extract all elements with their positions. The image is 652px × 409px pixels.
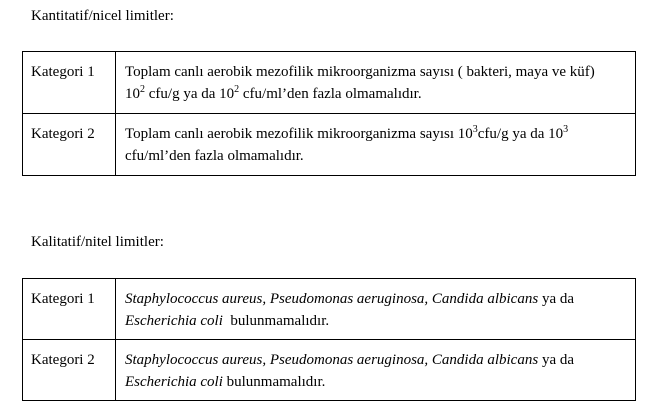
organism-name: Candida albicans [431, 291, 539, 307]
organism-name: Escherichia coli [125, 374, 223, 390]
organism-name: Pseudomonas aeruginosa, [269, 291, 429, 307]
organism-name: Staphylococcus aureus, [125, 352, 267, 368]
limit-text: bulunmamalıdır. [222, 374, 326, 390]
limit-exponent: 2 [234, 84, 240, 95]
table-row [23, 279, 636, 340]
quantitative-limits-heading: Kantitatif/nicel limitler: [31, 8, 174, 24]
limit-unit: cfu/g ya da [145, 86, 220, 102]
limit-text: bulunmamalıdır. [222, 313, 330, 329]
limit-value: 10 [219, 86, 235, 102]
organism-name: Pseudomonas aeruginosa, [269, 352, 429, 368]
qualitative-limits-heading: Kalitatif/nitel limitler: [31, 234, 164, 250]
organism-line [125, 310, 627, 332]
limit-exponent: 3 [563, 124, 569, 135]
limit-value: 10 [125, 86, 140, 102]
limit-text: cfu/ml’den fazla olmamalıdır. [125, 148, 304, 164]
limit-exponent: 3 [472, 124, 478, 135]
organism-name: Escherichia coli [125, 313, 223, 329]
table-row [23, 52, 636, 114]
organism-line [125, 288, 627, 310]
organism-name: Candida albicans [431, 352, 539, 368]
limit-exponent: 2 [140, 84, 145, 95]
organism-name: Staphylococcus aureus, [125, 291, 267, 307]
conjunction: ya da [541, 352, 575, 368]
organism-line [125, 349, 627, 371]
limit-text: cfu/ml’den fazla olmamalıdır. [239, 86, 422, 102]
table-row [23, 114, 636, 176]
limit-value: 10 [548, 126, 564, 142]
quantitative-limits-table [22, 51, 636, 176]
category-cell: Kategori 1 [23, 52, 116, 114]
table-row [23, 340, 636, 401]
limit-value: 10 [457, 126, 473, 142]
conjunction: ya da [541, 291, 575, 307]
limit-description-cell [116, 340, 636, 401]
organism-line [125, 371, 627, 393]
limit-text: Toplam canlı aerobik mezofilik mikroorganizma sayısı ( bakteri, maya ve küf) [125, 64, 595, 80]
qualitative-limits-table [22, 278, 636, 401]
category-cell: Kategori 2 [23, 340, 116, 401]
category-cell: Kategori 1 [23, 279, 116, 340]
limit-text: Toplam canlı aerobik mezofilik mikroorganizma sayısı [125, 126, 458, 142]
limit-description-cell [116, 52, 636, 114]
limit-description-cell [116, 279, 636, 340]
limit-unit: cfu/g ya da [477, 126, 549, 142]
category-cell: Kategori 2 [23, 114, 116, 176]
limit-description-cell [116, 114, 636, 176]
